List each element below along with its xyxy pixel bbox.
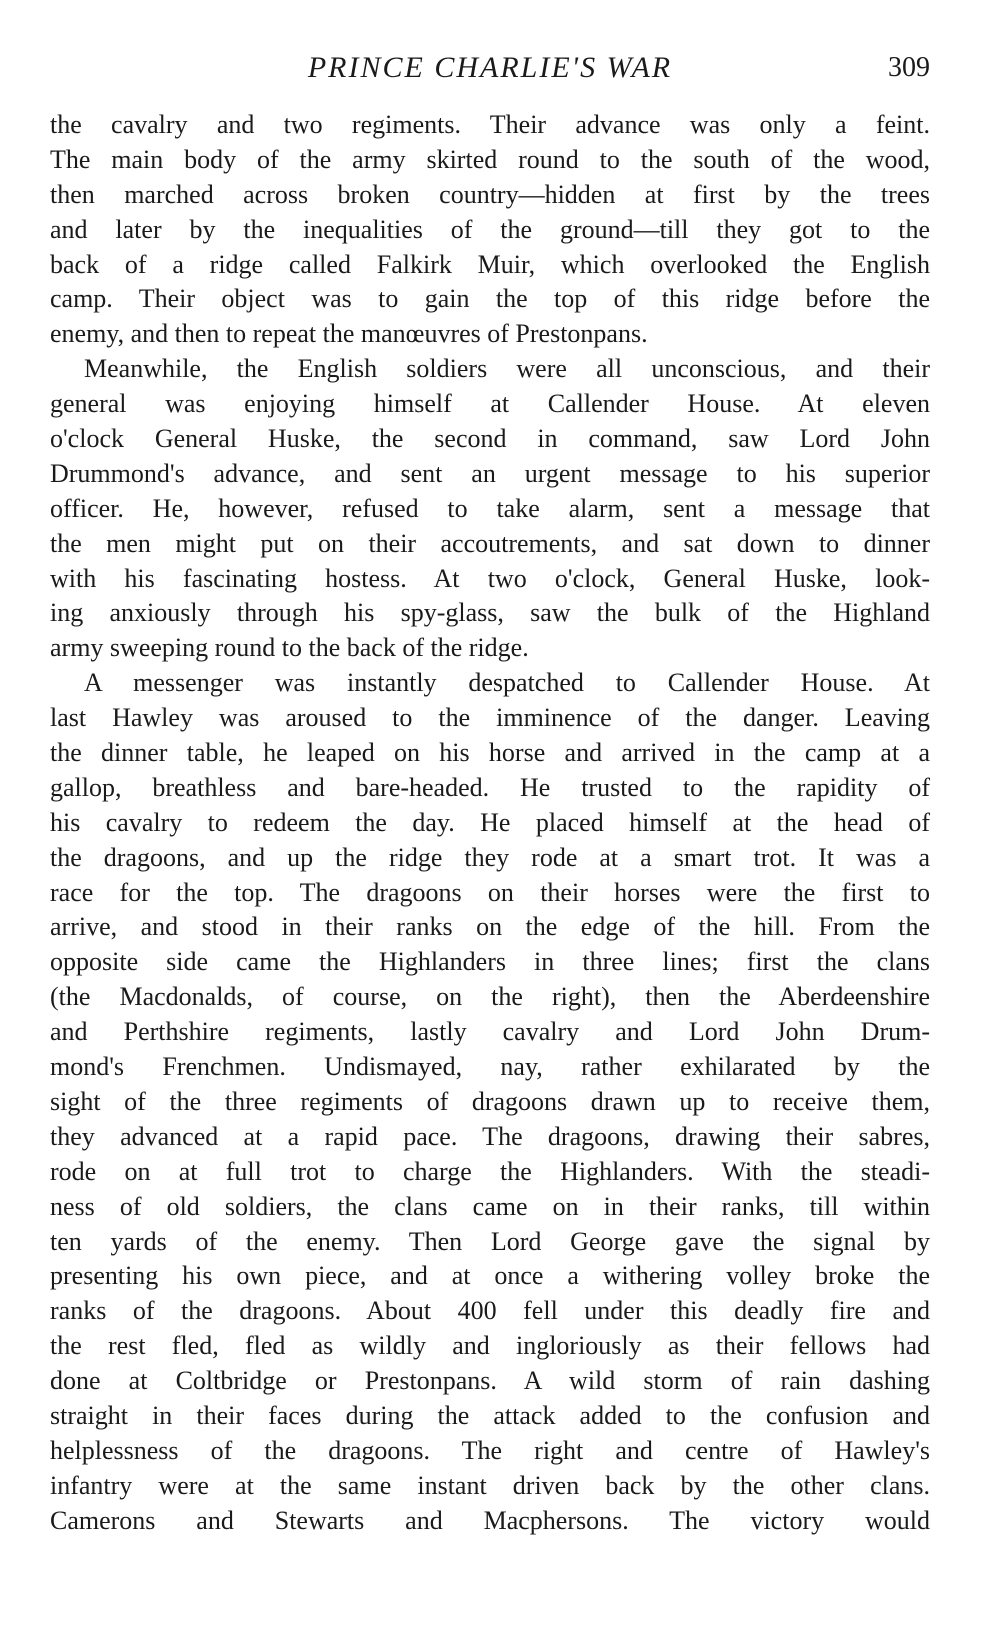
paragraph-start-line: Meanwhile, the English soldiers were all unconscious, and their xyxy=(84,354,930,384)
text-line: (the Macdonalds, of course, on the right), then the Aberdeenshire xyxy=(50,982,930,1012)
text-line: the dinner table, he leaped on his horse and arrived in the camp at a xyxy=(50,738,930,768)
text-line: the men might put on their accoutrements, and sat down to dinner xyxy=(50,528,930,558)
body-text xyxy=(50,108,930,1539)
text-line: Camerons and Stewarts and Macphersons. The victory would xyxy=(50,1505,930,1535)
text-line: helplessness of the dragoons. The right and centre of Hawley's xyxy=(50,1435,930,1465)
text-line: infantry were at the same instant driven back by the other clans. xyxy=(50,1470,930,1500)
text-line: and Perthshire regiments, lastly cavalry and Lord John Drum- xyxy=(50,1017,930,1047)
text-line: general was enjoying himself at Callender House. At eleven xyxy=(50,389,930,419)
text-line: officer. He, however, refused to take alarm, sent a message that xyxy=(50,493,930,523)
text-line: gallop, breathless and bare-headed. He trusted to the rapidity of xyxy=(50,772,930,802)
text-line: army sweeping round to the back of the ridge. xyxy=(50,633,529,663)
text-line: arrive, and stood in their ranks on the edge of the hill. From the xyxy=(50,912,930,942)
text-line: ranks of the dragoons. About 400 fell under this deadly fire and xyxy=(50,1296,930,1326)
text-line: back of a ridge called Falkirk Muir, which overlooked the English xyxy=(50,249,930,279)
text-line: then marched across broken country—hidden at first by the trees xyxy=(50,179,930,209)
text-line: done at Coltbridge or Prestonpans. A wild storm of rain dashing xyxy=(50,1366,930,1396)
text-line: straight in their faces during the attack added to the confusion and xyxy=(50,1400,930,1430)
text-line: ing anxiously through his spy-glass, saw the bulk of the Highland xyxy=(50,598,930,628)
page-number: 309 xyxy=(888,52,930,83)
text-line: the cavalry and two regiments. Their advance was only a feint. xyxy=(50,110,930,139)
text-line: the dragoons, and up the ridge they rode at a smart trot. It was a xyxy=(50,842,930,872)
text-line: rode on at full trot to charge the Highlanders. With the steadi- xyxy=(50,1156,930,1186)
text-line: the rest fled, fled as wildly and ingloriously as their fellows had xyxy=(50,1331,930,1361)
running-title: PRINCE CHARLIE'S WAR xyxy=(307,51,673,84)
text-line: ness of old soldiers, the clans came on in their ranks, till within xyxy=(50,1191,930,1221)
paragraph-start-line: A messenger was instantly despatched to Callender House. At xyxy=(84,668,930,698)
text-line: and later by the inequalities of the ground—till they got to the xyxy=(50,214,930,244)
text-line: enemy, and then to repeat the manœuvres of Prestonpans. xyxy=(50,319,648,349)
text-line: they advanced at a rapid pace. The dragoons, drawing their sabres, xyxy=(50,1121,930,1151)
text-line: his cavalry to redeem the day. He placed himself at the head of xyxy=(50,807,930,837)
text-line: o'clock General Huske, the second in command, saw Lord John xyxy=(50,424,930,454)
text-line: camp. Their object was to gain the top of this ridge before the xyxy=(50,284,930,314)
text-line: ten yards of the enemy. Then Lord George gave the signal by xyxy=(50,1226,930,1256)
text-line: Drummond's advance, and sent an urgent message to his superior xyxy=(50,458,930,488)
text-line: sight of the three regiments of dragoons drawn up to receive them, xyxy=(50,1086,930,1116)
text-line: The main body of the army skirted round to the south of the wood, xyxy=(50,144,930,174)
running-head xyxy=(50,50,930,90)
text-line: race for the top. The dragoons on their horses were the first to xyxy=(50,877,930,907)
text-line: last Hawley was aroused to the imminence of the danger. Leaving xyxy=(50,703,930,733)
text-line: opposite side came the Highlanders in three lines; first the clans xyxy=(50,947,930,977)
text-line: mond's Frenchmen. Undismayed, nay, rather exhilarated by the xyxy=(50,1052,930,1082)
text-line: with his fascinating hostess. At two o'clock, General Huske, look- xyxy=(50,563,930,593)
text-line: presenting his own piece, and at once a withering volley broke the xyxy=(50,1261,930,1291)
